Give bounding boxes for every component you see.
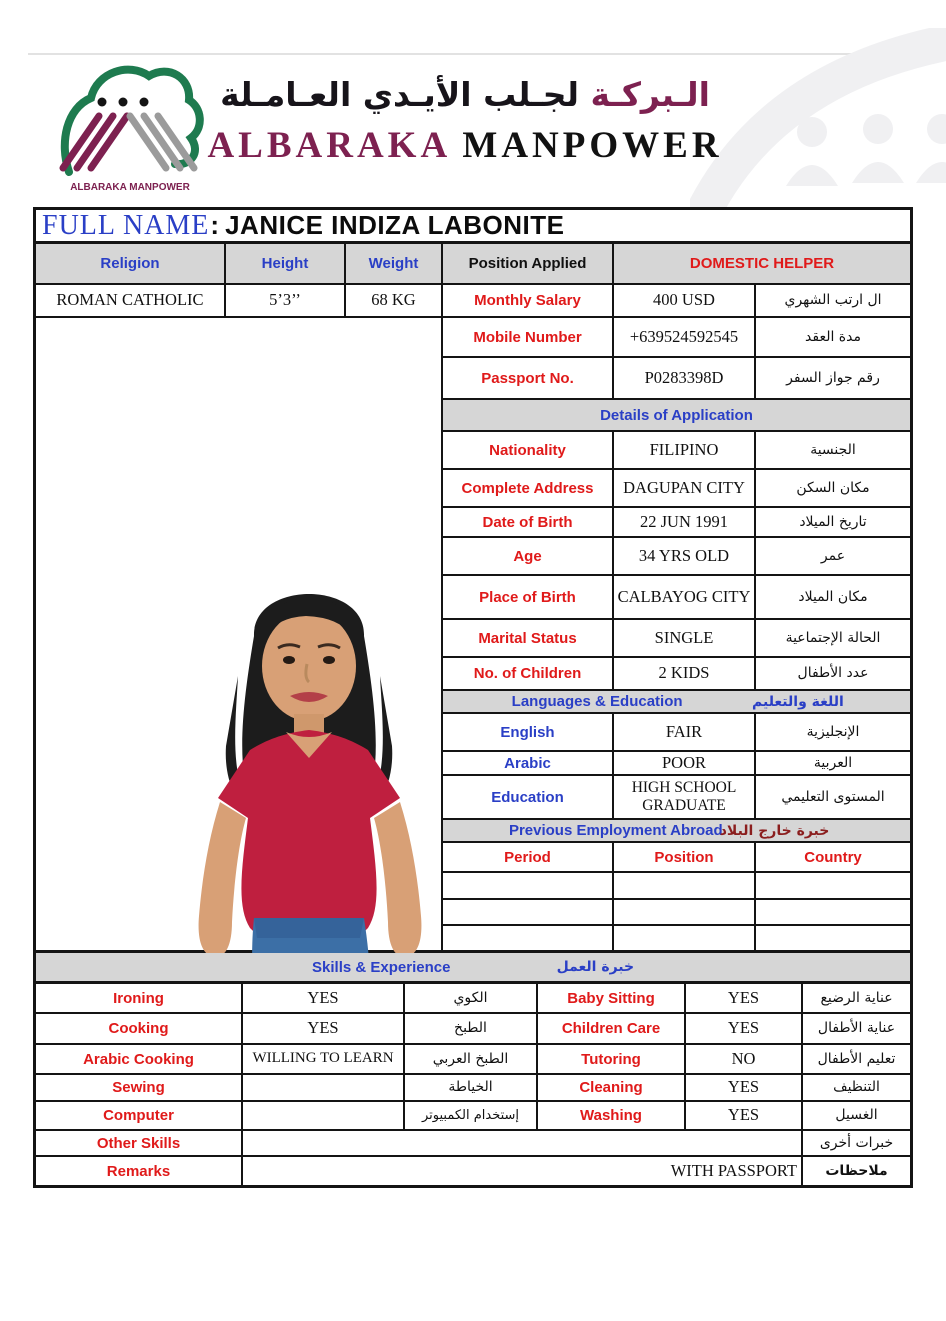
skills-experience-banner	[33, 953, 913, 984]
passport-arabic: رقم جواز السفر	[756, 358, 910, 400]
baby-sitting-label: Baby Sitting	[538, 984, 686, 1014]
ironing-label: Ironing	[36, 984, 243, 1014]
marital-status-value: SINGLE	[614, 620, 756, 658]
mobile-number-value: +639524592545	[614, 318, 756, 358]
position-applied-value: DOMESTIC HELPER	[614, 244, 910, 285]
tutoring-arabic: تعليم الأطفال	[803, 1045, 910, 1075]
full-name-value: JANICE INDIZA LABONITE	[225, 210, 565, 240]
empty-cell	[756, 900, 910, 926]
english-label: English	[443, 714, 614, 752]
remarks-arabic: ملاحظات	[825, 1162, 888, 1179]
previous-employment-banner	[443, 820, 910, 843]
dob-label: Date of Birth	[443, 508, 614, 538]
full-name-label: FULL NAME	[42, 209, 210, 241]
cooking-value: YES	[243, 1014, 405, 1045]
passport-label: Passport No.	[443, 358, 614, 400]
arabic-arabic: العربية	[756, 752, 910, 776]
computer-value	[243, 1102, 405, 1131]
other-skills-value	[243, 1131, 803, 1157]
computer-arabic: إستخدام الكمبيوتر	[405, 1102, 538, 1131]
washing-label: Washing	[538, 1102, 686, 1131]
pob-label: Place of Birth	[443, 576, 614, 620]
details-of-application-banner: Details of Application	[443, 400, 910, 432]
empty-cell	[614, 900, 756, 926]
education-label: Education	[443, 776, 614, 820]
marital-status-arabic: الحالة الإجتماعية	[756, 620, 910, 658]
languages-education-arabic: اللغة والتعليم	[752, 693, 844, 710]
position-header: Position	[614, 843, 756, 873]
english-arabic: الإنجليزية	[756, 714, 910, 752]
applicant-photo	[154, 566, 443, 950]
religion-header: Religion	[36, 244, 226, 285]
pob-value: CALBAYOG CITY	[614, 576, 756, 620]
children-arabic: عدد الأطفال	[756, 658, 910, 691]
watermark-person-icons	[786, 114, 946, 186]
brand-arabic-first-word: الـبركـة	[590, 75, 710, 114]
address-value: DAGUPAN CITY	[614, 470, 756, 508]
logo-gray-stripes	[130, 116, 194, 168]
brand-arabic-rest: لجـلب الأيـدي العـامـلة	[220, 75, 591, 114]
children-label: No. of Children	[443, 658, 614, 691]
weight-value: 68 KG	[346, 285, 443, 318]
previous-employment-title: Previous Employment Abroad	[508, 822, 723, 839]
monthly-salary-value: 400 USD	[614, 285, 756, 318]
brand-name	[195, 124, 735, 167]
nationality-arabic: الجنسية	[756, 432, 910, 470]
washing-value: YES	[686, 1102, 803, 1131]
children-care-arabic: عناية الأطفال	[803, 1014, 910, 1045]
children-value: 2 KIDS	[614, 658, 756, 691]
full-name-bar	[33, 207, 913, 244]
cooking-arabic: الطبخ	[405, 1014, 538, 1045]
arabic-label: Arabic	[443, 752, 614, 776]
religion-value: ROMAN CATHOLIC	[36, 285, 226, 318]
ironing-value: YES	[243, 984, 405, 1014]
skills-experience-arabic: خبرة العمل	[556, 959, 635, 975]
languages-education-banner	[443, 691, 910, 714]
baby-sitting-value: YES	[686, 984, 803, 1014]
skills-experience-title: Skills & Experience	[312, 958, 451, 976]
brand-name-primary: ALBARAKA	[207, 125, 450, 166]
empty-cell	[443, 873, 614, 900]
tutoring-value: NO	[686, 1045, 803, 1075]
pob-arabic: مكان الميلاد	[756, 576, 910, 620]
position-applied-header: Position Applied	[443, 244, 614, 285]
sewing-arabic: الخياطة	[405, 1075, 538, 1102]
weight-header: Weight	[346, 244, 443, 285]
children-care-label: Children Care	[538, 1014, 686, 1045]
sewing-label: Sewing	[36, 1075, 243, 1102]
mobile-number-label: Mobile Number	[443, 318, 614, 358]
empty-cell	[756, 926, 910, 950]
logo-caption: ALBARAKA MANPOWER	[70, 182, 190, 193]
cooking-label: Cooking	[36, 1014, 243, 1045]
sewing-value	[243, 1075, 405, 1102]
empty-cell	[443, 926, 614, 950]
nationality-label: Nationality	[443, 432, 614, 470]
monthly-salary-arabic: ال ارتب الشهري	[756, 285, 910, 318]
country-header: Country	[756, 843, 910, 873]
empty-cell	[614, 873, 756, 900]
washing-arabic: الغسيل	[803, 1102, 910, 1131]
age-arabic: عمر	[756, 538, 910, 576]
passport-value: P0283398D	[614, 358, 756, 400]
empty-cell	[443, 900, 614, 926]
age-value: 34 YRS OLD	[614, 538, 756, 576]
age-label: Age	[443, 538, 614, 576]
application-details-table	[33, 244, 913, 953]
cleaning-value: YES	[686, 1075, 803, 1102]
cleaning-label: Cleaning	[538, 1075, 686, 1102]
scan-artifact-line	[28, 53, 918, 55]
height-value: 5’3’’	[226, 285, 346, 318]
previous-employment-arabic: خبرة خارج البلاد	[719, 822, 830, 839]
address-arabic: مكان السكن	[756, 470, 910, 508]
height-header: Height	[226, 244, 346, 285]
nationality-value: FILIPINO	[614, 432, 756, 470]
cleaning-arabic: التنظيف	[803, 1075, 910, 1102]
brand-name-secondary: MANPOWER	[462, 125, 723, 166]
albaraka-logo	[55, 60, 205, 200]
logo-dots	[98, 98, 149, 107]
ironing-arabic: الكوي	[405, 984, 538, 1014]
other-skills-label: Other Skills	[36, 1131, 243, 1157]
remarks-label: Remarks	[36, 1157, 243, 1185]
english-value: FAIR	[614, 714, 756, 752]
remarks-value: WITH PASSPORT	[243, 1157, 803, 1185]
tutoring-label: Tutoring	[538, 1045, 686, 1075]
empty-cell	[756, 873, 910, 900]
brand-arabic-headline	[195, 74, 735, 115]
dob-value: 22 JUN 1991	[614, 508, 756, 538]
empty-cell	[614, 926, 756, 950]
full-name-separator: :	[210, 210, 220, 240]
photo-cell	[36, 318, 443, 950]
arabic-value: POOR	[614, 752, 756, 776]
computer-label: Computer	[36, 1102, 243, 1131]
arabic-cooking-value: WILLING TO LEARN	[243, 1045, 405, 1075]
languages-education-title: Languages & Education	[511, 693, 683, 710]
arabic-cooking-label: Arabic Cooking	[36, 1045, 243, 1075]
dob-arabic: تاريخ الميلاد	[756, 508, 910, 538]
monthly-salary-label: Monthly Salary	[443, 285, 614, 318]
children-care-value: YES	[686, 1014, 803, 1045]
education-arabic: المستوى التعليمي	[756, 776, 910, 820]
address-label: Complete Address	[443, 470, 614, 508]
mobile-number-arabic: مدة العقد	[756, 318, 910, 358]
education-value: HIGH SCHOOL GRADUATE	[614, 776, 756, 820]
other-skills-arabic: خبرات أخرى	[803, 1131, 910, 1157]
period-header: Period	[443, 843, 614, 873]
baby-sitting-arabic: عناية الرضيع	[803, 984, 910, 1014]
skills-table	[33, 984, 913, 1188]
arabic-cooking-arabic: الطبخ العربي	[405, 1045, 538, 1075]
marital-status-label: Marital Status	[443, 620, 614, 658]
